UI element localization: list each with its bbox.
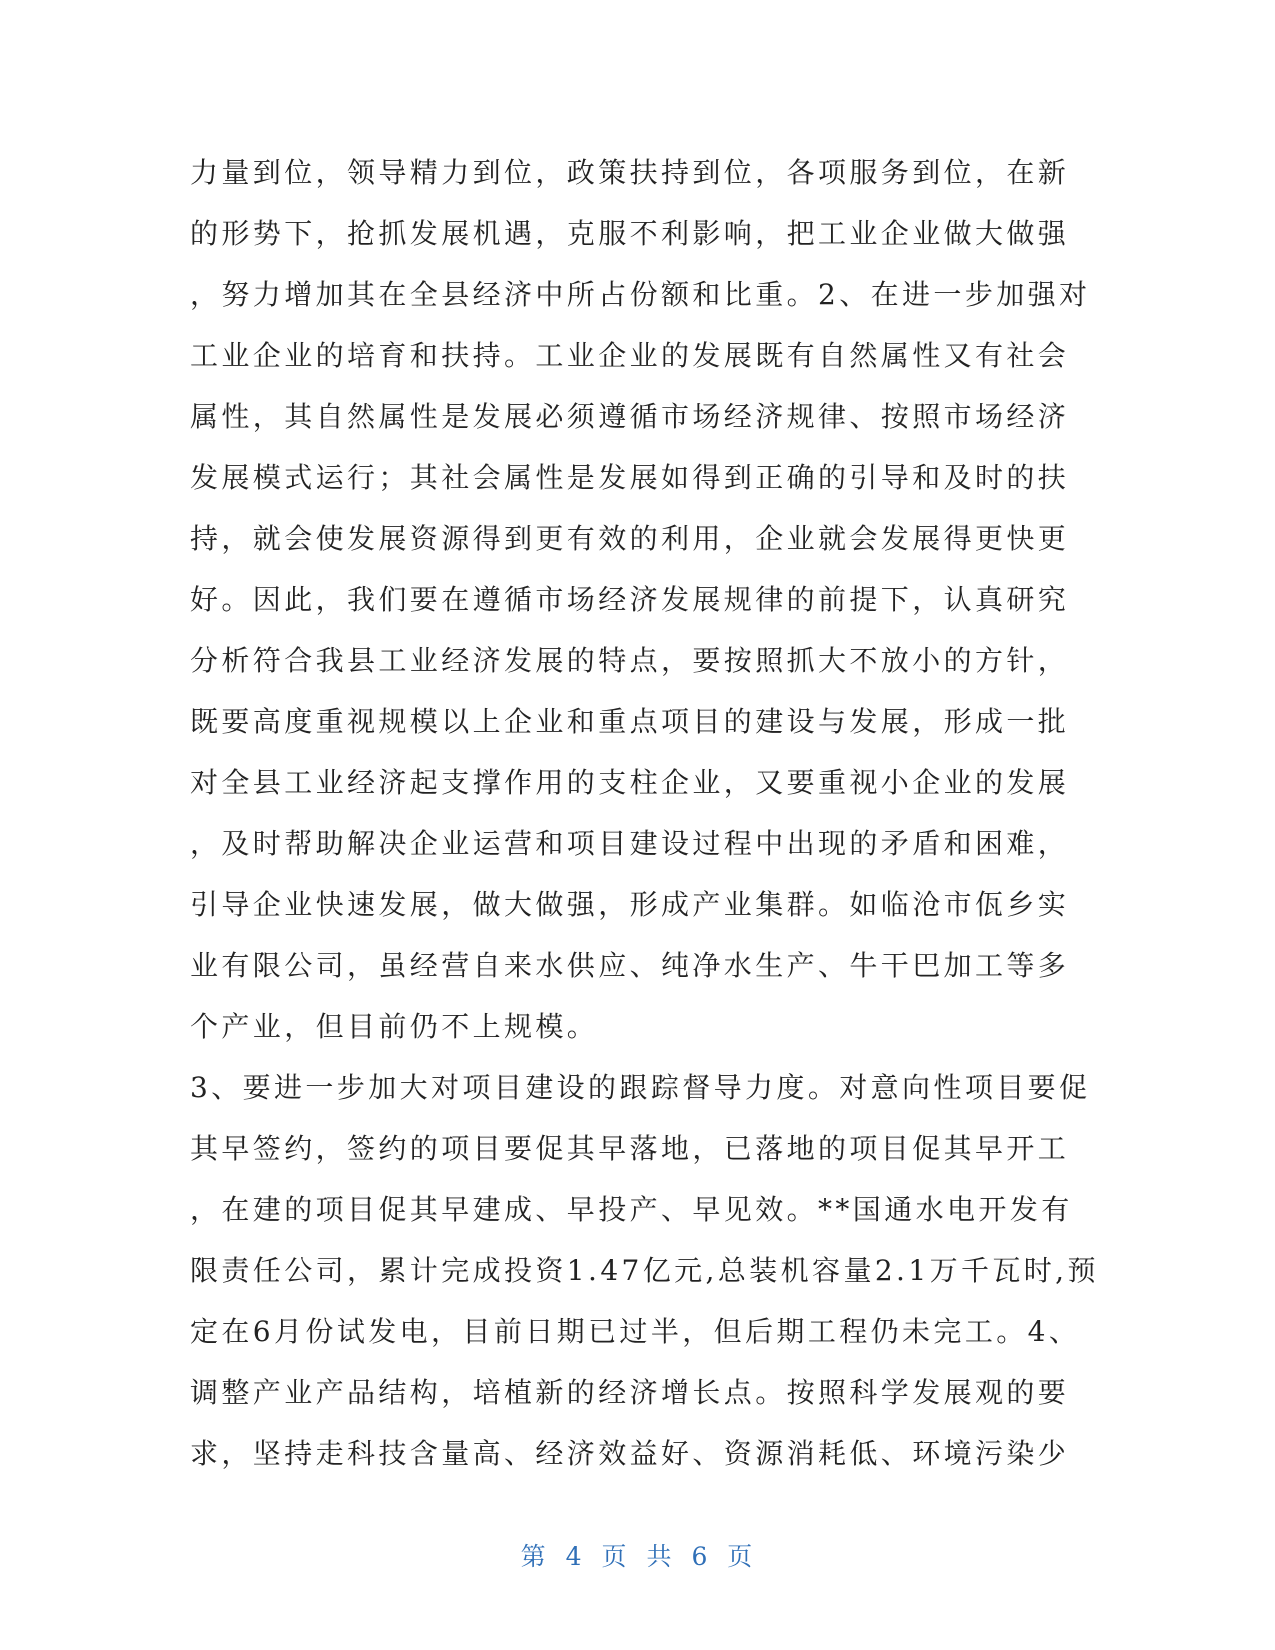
text-line: 分析符合我县工业经济发展的特点，要按照抓大不放小的方针，	[190, 644, 1070, 677]
footer-suffix: 页	[727, 1542, 755, 1571]
text-line: 对全县工业经济起支撑作用的支柱企业，又要重视小企业的发展	[190, 766, 1070, 799]
text-line: 引导企业快速发展，做大做强，形成产业集群。如临沧市佤乡实	[190, 888, 1070, 921]
text-line: 持，就会使发展资源得到更有效的利用，企业就会发展得更快更	[190, 522, 1070, 555]
text-line: 限责任公司，累计完成投资1.47亿元,总装机容量2.1万千瓦时,预	[190, 1254, 1099, 1287]
text-line: 调整产业产品结构，培植新的经济增长点。按照科学发展观的要	[190, 1376, 1070, 1409]
text-line: ，及时帮助解决企业运营和项目建设过程中出现的矛盾和困难，	[190, 827, 1070, 860]
text-line: 其早签约，签约的项目要促其早落地，已落地的项目促其早开工	[190, 1132, 1070, 1165]
text-line: 3、要进一步加大对项目建设的跟踪督导力度。对意向性项目要促	[190, 1071, 1091, 1104]
text-line: 个产业，但目前仍不上规模。	[190, 1010, 599, 1043]
footer-page-word: 页	[601, 1542, 629, 1571]
page-number-footer	[0, 1540, 1275, 1574]
footer-prefix: 第	[520, 1542, 548, 1571]
text-line: 属性，其自然属性是发展必须遵循市场经济规律、按照市场经济	[190, 400, 1070, 433]
text-line: ，在建的项目促其早建成、早投产、早见效。**国通水电开发有	[190, 1193, 1073, 1226]
footer-current-page: 4	[565, 1542, 584, 1571]
text-line: 的形势下，抢抓发展机遇，克服不利影响，把工业企业做大做强	[190, 217, 1070, 250]
text-line: 好。因此，我们要在遵循市场经济发展规律的前提下，认真研究	[190, 583, 1070, 616]
text-line: 既要高度重视规模以上企业和重点项目的建设与发展，形成一批	[190, 705, 1070, 738]
footer-total-pages: 6	[691, 1542, 710, 1571]
text-line: 力量到位，领导精力到位，政策扶持到位，各项服务到位，在新	[190, 156, 1070, 189]
text-line: 工业企业的培育和扶持。工业企业的发展既有自然属性又有社会	[190, 339, 1070, 372]
text-line: 业有限公司，虽经营自来水供应、纯净水生产、牛干巴加工等多	[190, 949, 1070, 982]
text-line: 求，坚持走科技含量高、经济效益好、资源消耗低、环境污染少	[190, 1437, 1070, 1470]
footer-total-word: 共	[646, 1542, 674, 1571]
document-body	[190, 142, 1099, 1484]
text-line: 发展模式运行；其社会属性是发展如得到正确的引导和及时的扶	[190, 461, 1070, 494]
text-line: ，努力增加其在全县经济中所占份额和比重。2、在进一步加强对	[190, 278, 1091, 311]
text-line: 定在6月份试发电，目前日期已过半，但后期工程仍未完工。4、	[190, 1315, 1081, 1348]
